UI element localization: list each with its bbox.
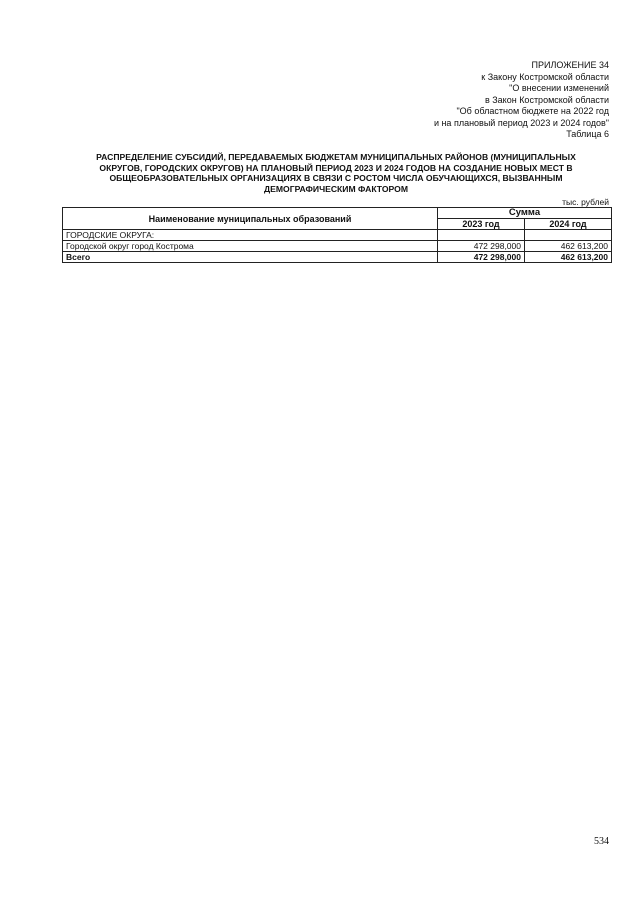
table-header-row bbox=[63, 208, 612, 219]
table-total-row bbox=[63, 252, 612, 263]
row-value-2024: 462 613,200 bbox=[525, 241, 612, 252]
document-title bbox=[60, 152, 612, 194]
appendix-line: к Закону Костромской области bbox=[481, 71, 609, 82]
appendix-line: "О внесении изменений bbox=[509, 83, 609, 93]
total-value-2024: 462 613,200 bbox=[525, 252, 612, 263]
units-label: тыс. рублей bbox=[562, 197, 609, 207]
appendix-line: "Об областном бюджете на 2022 год bbox=[456, 106, 609, 116]
appendix-line: ПРИЛОЖЕНИЕ 34 bbox=[531, 60, 609, 70]
page-number: 534 bbox=[594, 836, 609, 847]
column-header-2024: 2024 год bbox=[525, 219, 612, 230]
row-name-cell: Городской округ город Кострома bbox=[63, 241, 438, 252]
total-label-cell: Всего bbox=[63, 252, 438, 263]
table-row bbox=[63, 241, 612, 252]
title-line: ОКРУГОВ, ГОРОДСКИХ ОКРУГОВ) НА ПЛАНОВЫЙ ПЕРИОД 2023 И 2024 ГОДОВ НА СОЗДАНИЕ НОВЫХ МЕСТ В bbox=[99, 162, 573, 173]
appendix-header bbox=[309, 60, 609, 141]
table-number: Таблица 6 bbox=[566, 129, 609, 139]
appendix-line: и на плановый период 2023 и 2024 годов" bbox=[433, 117, 609, 128]
subsidy-table bbox=[62, 207, 612, 263]
appendix-line: в Закон Костромской области bbox=[484, 94, 609, 105]
column-header-sum: Сумма bbox=[438, 208, 612, 219]
row-name-cell: ГОРОДСКИЕ ОКРУГА: bbox=[63, 230, 438, 241]
row-value-2024 bbox=[525, 230, 612, 241]
title-line: ДЕМОГРАФИЧЕСКИМ ФАКТОРОМ bbox=[264, 183, 408, 194]
title-line: ОБЩЕОБРАЗОВАТЕЛЬНЫХ ОРГАНИЗАЦИЯХ В СВЯЗИ С РОСТОМ ЧИСЛА ОБУЧАЮЩИХСЯ, ВЫЗВАННЫМ bbox=[109, 173, 563, 184]
row-value-2023 bbox=[438, 230, 525, 241]
title-line: РАСПРЕДЕЛЕНИЕ СУБСИДИЙ, ПЕРЕДАВАЕМЫХ БЮДЖЕТАМ МУНИЦИПАЛЬНЫХ РАЙОНОВ (МУНИЦИПАЛЬНЫХ bbox=[96, 152, 576, 162]
table-row bbox=[63, 230, 612, 241]
total-value-2023: 472 298,000 bbox=[438, 252, 525, 263]
column-header-2023: 2023 год bbox=[438, 219, 525, 230]
column-header-name: Наименование муниципальных образований bbox=[63, 208, 438, 230]
row-value-2023: 472 298,000 bbox=[438, 241, 525, 252]
